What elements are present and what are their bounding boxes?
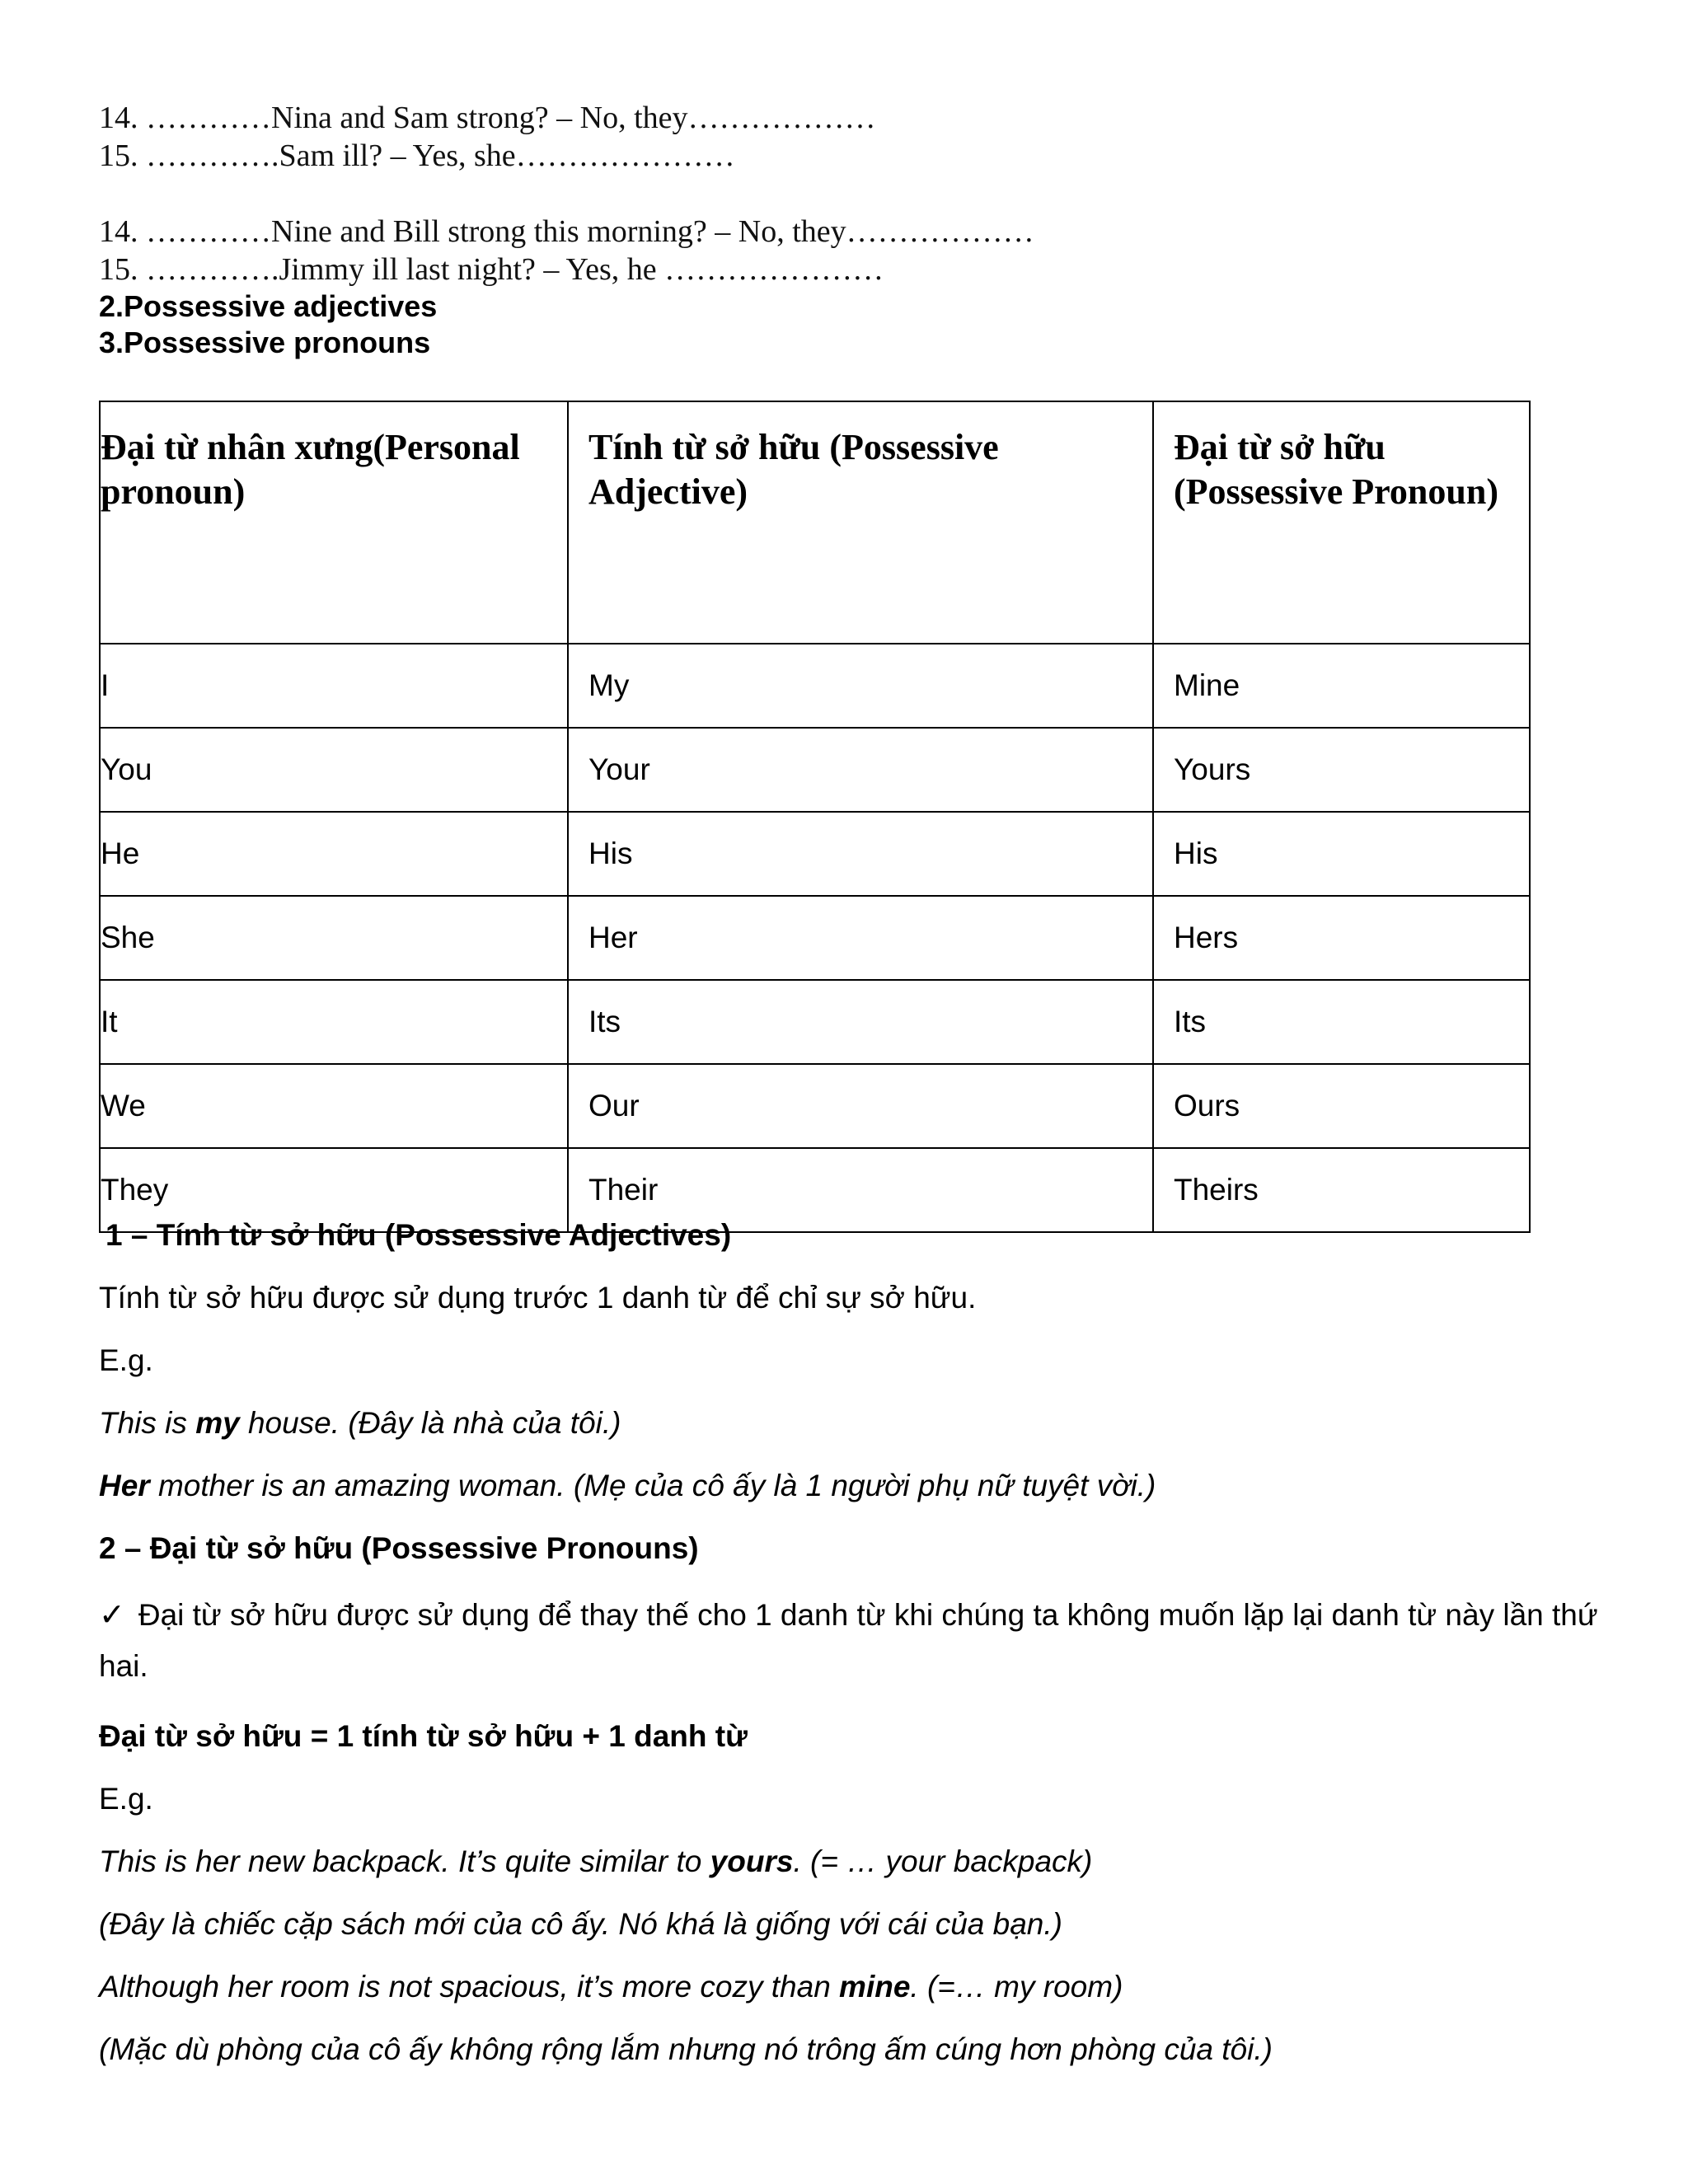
description-text: Đại từ sở hữu được sử dụng để thay thế cho 1 danh từ khi chúng ta không muốn lặp lại danh từ này lần thứ hai.: [99, 1598, 1598, 1683]
header-personal-pronoun: [100, 401, 568, 644]
table-cell: Hers: [1153, 896, 1530, 980]
exercise-number: 14.: [99, 101, 138, 135]
table-row: [100, 980, 1530, 1064]
exercise-line-14a: [99, 99, 876, 137]
header-possessive-adjective: [568, 401, 1153, 644]
exercise-text: …………Nine and Bill strong this morning? – No, they………………: [146, 214, 1034, 249]
section1-eg-label: E.g.: [99, 1343, 153, 1377]
table-cell: Our: [568, 1064, 1153, 1148]
table-cell: I: [100, 644, 568, 728]
table-cell: Her: [568, 896, 1153, 980]
example-text: . (=… my room): [910, 1970, 1123, 2004]
example-keyword: yours: [710, 1844, 794, 1878]
heading-possessive-adjectives: 2.Possessive adjectives: [99, 289, 438, 323]
table-cell: We: [100, 1064, 568, 1148]
exercise-line-15b: [99, 251, 884, 288]
example-text: This is: [99, 1406, 196, 1440]
section1-example-1: [99, 1398, 1599, 1449]
example-text: . (= … your backpack): [793, 1844, 1093, 1878]
section2-description: [99, 1589, 1599, 1692]
table-row: [100, 644, 1530, 728]
table-header-row: [100, 401, 1530, 644]
exercise-text: ………….Jimmy ill last night? – Yes, he …………………: [146, 252, 884, 287]
check-icon: ✓: [99, 1596, 125, 1633]
heading-possessive-pronouns: 3.Possessive pronouns: [99, 326, 431, 359]
table-cell: You: [100, 728, 568, 812]
table-cell: They: [100, 1148, 568, 1232]
section1-title: 1 – Tính từ sở hữu (Possessive Adjectives): [106, 1218, 732, 1252]
table-cell: Mine: [1153, 644, 1530, 728]
section2-example-1: [99, 1836, 1599, 1887]
example-keyword: mine: [839, 1970, 911, 2004]
header-text: Đại từ sở hữu (Possessive Pronoun): [1174, 427, 1498, 512]
table-cell: Yours: [1153, 728, 1530, 812]
section2-example-1-translation: (Đây là chiếc cặp sách mới của cô ấy. Nó khá là giống với cái của bạn.): [99, 1907, 1062, 1941]
exercise-number: 14.: [99, 214, 138, 249]
section2-formula: Đại từ sở hữu = 1 tính từ sở hữu + 1 danh từ: [99, 1719, 748, 1753]
table-cell: Its: [568, 980, 1153, 1064]
exercise-number: 15.: [99, 252, 138, 287]
table-cell: Theirs: [1153, 1148, 1530, 1232]
table-cell: Your: [568, 728, 1153, 812]
example-text: house. (Đây là nhà của tôi.): [239, 1406, 621, 1440]
exercise-line-14b: [99, 213, 1034, 251]
table-cell: My: [568, 644, 1153, 728]
exercise-line-15a: [99, 137, 735, 175]
header-text: Đại từ nhân xưng(Personal pronoun): [101, 427, 520, 512]
example-text: mother is an amazing woman. (Mẹ của cô ấy là 1 người phụ nữ tuyệt vời.): [149, 1469, 1156, 1502]
pronoun-table: [99, 401, 1531, 1233]
example-keyword: Her: [99, 1469, 150, 1502]
table-cell: Ours: [1153, 1064, 1530, 1148]
example-text: This is her new backpack. It’s quite similar to: [99, 1844, 710, 1878]
header-text: Tính từ sở hữu (Possessive Adjective): [588, 427, 999, 512]
header-possessive-pronoun: [1153, 401, 1530, 644]
section2-example-2: [99, 1961, 1599, 2013]
example-keyword: my: [195, 1406, 240, 1440]
table-cell: His: [1153, 812, 1530, 896]
section1-example-2: [99, 1460, 1599, 1511]
example-text: Although her room is not spacious, it’s more cozy than: [99, 1970, 840, 2004]
section2-example-2-translation: (Mặc dù phòng của cô ấy không rộng lắm nhưng nó trông ấm cúng hơn phòng của tôi.): [99, 2032, 1273, 2066]
exercise-text: ………….Sam ill? – Yes, she…………………: [146, 138, 735, 173]
table-cell: His: [568, 812, 1153, 896]
exercise-number: 15.: [99, 138, 138, 173]
table-cell: He: [100, 812, 568, 896]
table-cell: Their: [568, 1148, 1153, 1232]
table-cell: It: [100, 980, 568, 1064]
table-row: [100, 1064, 1530, 1148]
section2-title: 2 – Đại từ sở hữu (Possessive Pronouns): [99, 1531, 699, 1565]
section2-eg-label: E.g.: [99, 1782, 153, 1816]
table-row: [100, 812, 1530, 896]
table-cell: She: [100, 896, 568, 980]
section1-description: Tính từ sở hữu được sử dụng trước 1 danh từ để chỉ sự sở hữu.: [99, 1281, 977, 1315]
table-cell: Its: [1153, 980, 1530, 1064]
table-row: [100, 728, 1530, 812]
exercise-text: …………Nina and Sam strong? – No, they………………: [146, 101, 876, 135]
table-row: [100, 896, 1530, 980]
